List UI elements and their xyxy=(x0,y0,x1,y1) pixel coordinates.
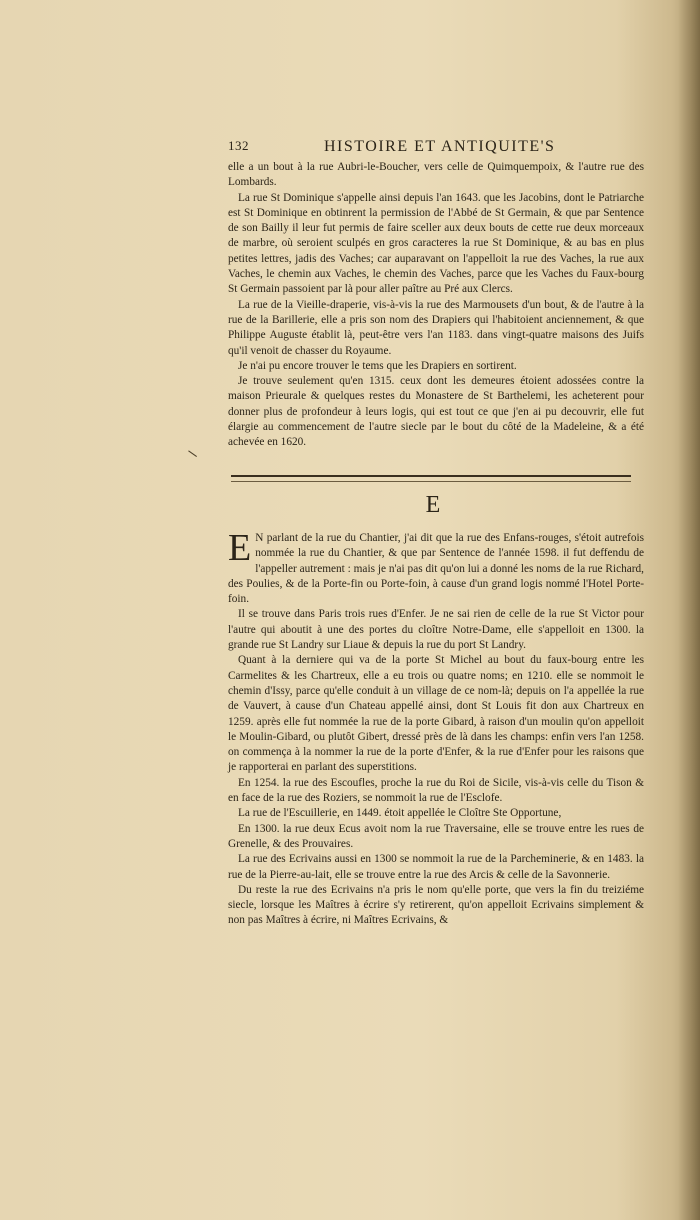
text-block-section-e xyxy=(228,527,644,929)
section-heading-letter: E xyxy=(425,492,441,518)
page-number: 132 xyxy=(228,138,249,153)
paragraph: elle a un bout à la rue Aubri-le-Boucher, vers celle de Quimquempoix, & l'autre rue des Lombards. xyxy=(228,161,644,189)
section-divider-thin xyxy=(231,481,631,482)
paragraph: Quant à la derniere qui va de la porte St Michel au bout du faux-bourg entre les Carmelites & les Chartreux, elle a eu trois ou quatre noms; en 1210. elle se nommoit le chemin d'Issy, parce qu'elle conduit à un village de ce nom-là; depuis on l'a appellée la rue de Vauvert, à cause d'un Chateau appellé ainsi, dont St Louis fit don aux Chartreux en 1259. après elle fut nommée la rue de la porte Gibard, à raison d'un moulin qu'on appelloit le Moulin-Gibard, ou plutôt Gibert, dressé près de là dans les champs: enfin vers l'an 1258. on commença à la nommer la rue de la porte d'Enfer, & la rue d'Enfer pour les raisons que je rapporterai en parlant des superstitions. xyxy=(228,654,644,774)
running-title: HISTOIRE ET ANTIQUITE'S xyxy=(324,138,556,155)
paragraph: Je n'ai pu encore trouver le tems que les Drapiers en sortirent. xyxy=(238,359,517,372)
paragraph: La rue de l'Escuillerie, en 1449. étoit appellée le Cloître Ste Opportune, xyxy=(238,807,562,820)
paragraph: En 1300. la rue deux Ecus avoit nom la rue Traversaine, elle se trouve entre les rues de Grenelle, & des Prouvaires. xyxy=(228,822,644,850)
paragraph: Il se trouve dans Paris trois rues d'Enfer. Je ne sai rien de celle de la rue St Victor pour l'autre qui aboutit à une des portes du cloître Notre-Dame, elle s'appelloit en 1300. la grande rue St Landry sur Liaue & depuis la rue du port St Landry. xyxy=(228,608,644,652)
paragraph: Je trouve seulement qu'en 1315. ceux dont les demeures étoient adossées contre la maison Prieurale & quelques restes du Monastere de St Barthelemi, les acheterent pour donner plus de profondeur à leurs logis, qui est tout ce que j'en ai pu decouvrir, elle fut élargie au commencement de l'autre siecle par le bout du côté de la Madeleine, & a été achevée en 1620. xyxy=(228,375,644,449)
drop-capital: E xyxy=(228,527,252,569)
running-header xyxy=(228,138,648,158)
paragraph: La rue des Ecrivains aussi en 1300 se nommoit la rue de la Parcheminerie, & en 1483. la rue de la Pierre-au-lait, elle se trouve entre la rue des Arcis & celle de la Savonnerie. xyxy=(228,853,644,881)
text-block-top xyxy=(228,160,644,451)
section-divider xyxy=(231,475,631,477)
paragraph: La rue St Dominique s'appelle ainsi depuis l'an 1643. que les Jacobins, dont le Patriarche est St Dominique en obtinrent la permission de l'Abbé de St Germain, & que par Sentence de son Bailly il leur fut permis de faire sceller aux deux bouts de cette rue deux morceaux de marbre, où seroient sculpés en gros caracteres la rue St Dominique, & au bas en plus petites lettres, jadis des Vaches; car auparavant on l'appelloit la rue des Vaches, la rue aux Vaches, le chemin aux Vaches, le chemin des Vaches, parce que les Vaches du Faux-bourg St Germain passoient par là pour aller paître au Pré aux Clercs. xyxy=(228,191,644,296)
paragraph-text: N parlant de la rue du Chantier, j'ai dit que la rue des Enfans-rouges, s'étoit autrefois nommée la rue du Chantier, & que par Sentence de l'année 1598. il fut deffendu de l'appeller autrement : mais je n'ai pas dit qu'on lui a donné les noms de la rue Richard, des Poulies, & de la Porte-fin ou Porte-foin, à cause d'un grand logis nommé l'Hotel Porte-foin. xyxy=(228,532,644,606)
paragraph: En 1254. la rue des Escoufles, proche la rue du Roi de Sicile, vis-à-vis celle du Tison & en face de la rue des Roziers, se nommoit la rue de l'Esclofe. xyxy=(228,776,644,805)
paragraph: La rue de la Vieille-draperie, vis-à-vis la rue des Marmousets d'un bout, & de l'autre à la rue de la Barillerie, elle a pris son nom des Drapiers qui l'habitoient anciennement, & que Philippe Auguste établit là, peut-être vers l'an 1183. dans vingt-quatre maisons des Juifs qu'il venoit de chasser du Royaume. xyxy=(228,298,644,357)
page-edge-shadow xyxy=(678,0,700,1220)
paragraph: Du reste la rue des Ecrivains n'a pris le nom qu'elle porte, que vers la fin du treiziéme siecle, lorsque les Maîtres à écrire s'y retirerent, qu'on appelloit Ecrivains simplement & non pas Maîtres à écrire, ni Maîtres Ecrivains, & xyxy=(228,883,644,927)
paragraph-first xyxy=(228,527,644,607)
